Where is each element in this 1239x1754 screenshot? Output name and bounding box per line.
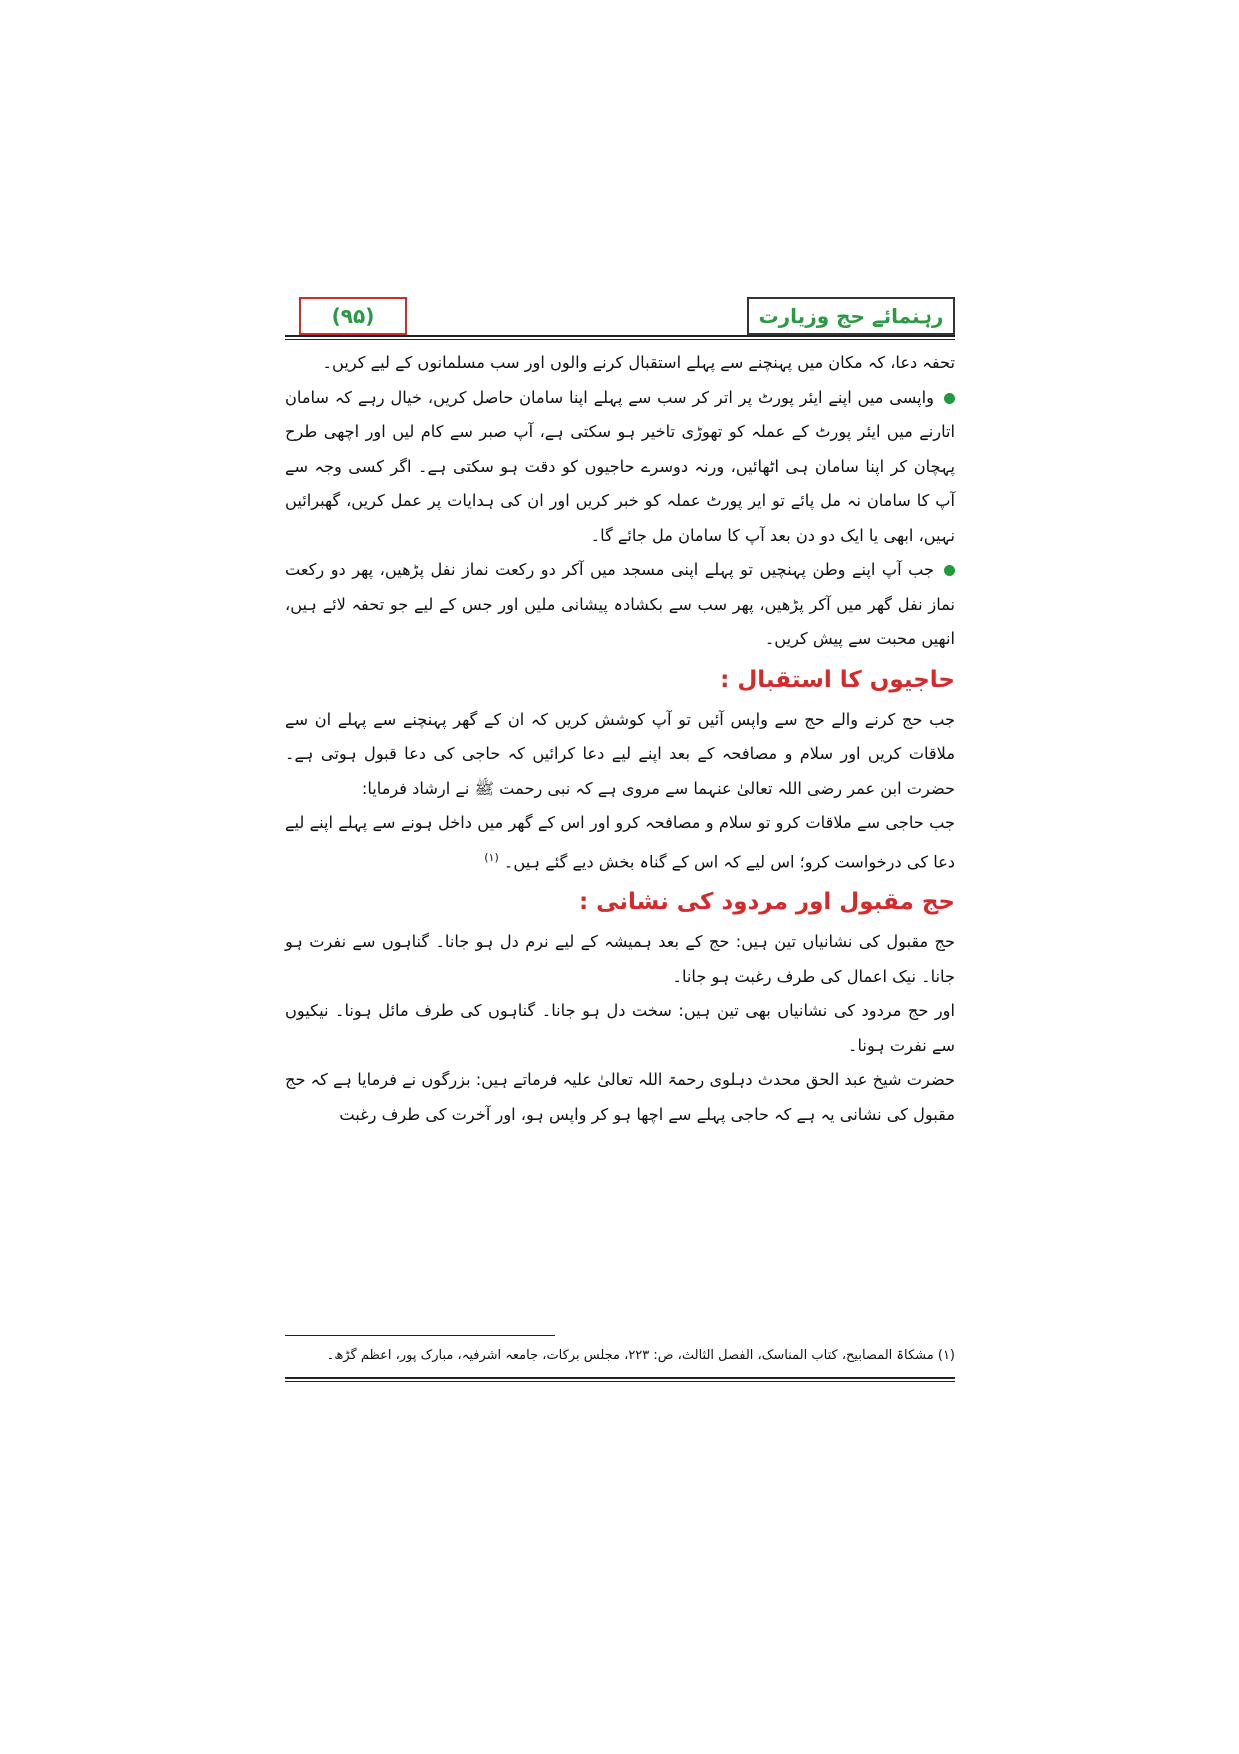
bullet-paragraph: واپسی میں اپنے ایئر پورٹ پر اتر کر سب سے پہلے اپنا سامان حاصل کریں، خیال رہے کہ سامان اتارنے میں ایئر پورٹ کے عملہ کو تھوڑی تاخیر ہو سکتی ہے، آپ صبر سے کام لیں اور اچھی طرح پہچان کر اپنا سامان ہی اٹھائیں، ورنہ دوسرے حاجیوں کو دقت ہو سکتی ہے۔ اگر کسی وجہ سے آپ کا سامان نہ مل پائے تو ایر پورٹ عملہ کو خبر کریں اور ان کی ہدایات پر عمل کریں، گھبرائیں نہیں، ابھی یا ایک دو دن بعد آپ کا سامان مل جائے گا۔ xyxy=(285,387,955,545)
hadith-paragraph: جب حاجی سے ملاقات کرو تو سلام و مصافحہ کرو اور اس کے گھر میں داخل ہونے سے پہلے اپنے لیے دعا کی درخواست کرو؛ اس لیے کہ اس کے گناہ بخش دیے گئے ہیں۔ $^{(۱)}$ xyxy=(285,813,955,871)
paragraph: حج مقبول کی نشانیاں تین ہیں: حج کے بعد ہمیشہ کے لیے نرم دل ہو جانا۔ گناہوں سے نفرت ہو جانا۔ نیک اعمال کی طرف رغبت ہو جانا۔ xyxy=(285,932,955,986)
section-heading: حاجیوں کا استقبال : xyxy=(720,666,955,693)
bullet-icon xyxy=(944,565,955,576)
paragraph: حضرت شیخ عبد الحق محدث دہلوی رحمۃ اللہ تعالیٰ علیہ فرماتے ہیں: بزرگوں نے فرمایا ہے کہ حج مقبول کی نشانی یہ ہے کہ حاجی پہلے سے اچھا ہو کر واپس ہو، اور آخرت کی طرف رغبت xyxy=(285,1070,955,1124)
page-number-box xyxy=(299,297,407,335)
footer-rule xyxy=(285,1377,955,1379)
book-title: رہنمائے حج وزیارت xyxy=(758,304,944,328)
footnote-ref: (۱) xyxy=(484,850,499,864)
section-heading: حج مقبول اور مردود کی نشانی : xyxy=(578,889,955,916)
page-number: (۹۵) xyxy=(331,304,375,328)
paragraph: جب حج کرنے والے حج سے واپس آئیں تو آپ کوشش کریں کہ ان کے گھر پہنچنے سے پہلے ان سے ملاقات کریں اور سلام و مصافحہ کے بعد اپنے لیے دعا کرائیں کہ حاجی کی دعا قبول ہوتی ہے۔ حضرت ابن عمر رضی اللہ تعالیٰ عنہما سے مروی ہے کہ نبی رحمت ﷺ نے ارشاد فرمایا: xyxy=(285,709,955,798)
footnote: (۱) مشکاۃ المصابیح، کتاب المناسک، الفصل الثالث، ص: ۲۲۳، مجلس برکات، جامعہ اشرفیہ، مبارک پور، اعظم گڑھ۔ xyxy=(326,1348,955,1363)
paragraph: تحفہ دعا، کہ مکان میں پہنچنے سے پہلے استقبال کرنے والوں اور سب مسلمانوں کے لیے کریں۔ xyxy=(322,353,955,372)
book-title-box xyxy=(747,297,955,335)
header-rule-thin xyxy=(285,339,955,340)
header-rule xyxy=(285,335,955,337)
footer-rule-thin xyxy=(285,1381,955,1382)
page-body xyxy=(285,346,955,1132)
bullet-paragraph: جب آپ اپنے وطن پہنچیں تو پہلے اپنی مسجد میں آکر دو رکعت نماز نفل پڑھیں، پھر دو رکعت نماز نفل گھر میں آکر پڑھیں، پھر سب سے بکشادہ پیشانی ملیں اور جس کے لیے جو تحفہ لائے ہیں، انھیں محبت سے پیش کریں۔ xyxy=(285,560,955,648)
paragraph: اور حج مردود کی نشانیاں بھی تین ہیں: سخت دل ہو جانا۔ گناہوں کی طرف مائل ہونا۔ نیکیوں سے نفرت ہونا۔ xyxy=(285,1001,955,1055)
book-page xyxy=(285,292,955,1472)
bullet-icon xyxy=(944,393,955,404)
footnote-separator xyxy=(285,1335,555,1336)
